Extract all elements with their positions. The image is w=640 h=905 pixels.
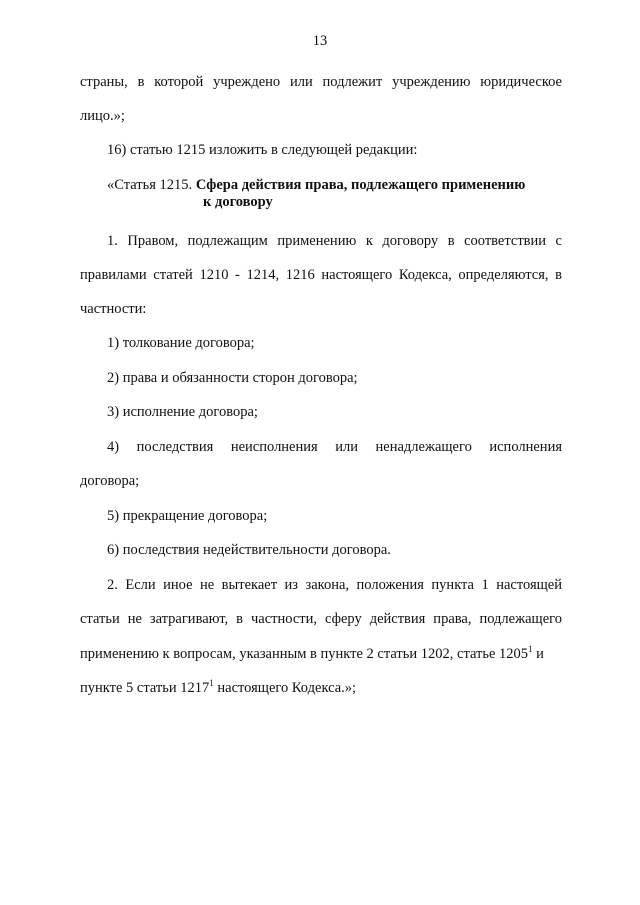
article-heading <box>107 176 525 194</box>
paragraph-line <box>80 679 356 697</box>
amendment-instruction: 16) статью 1215 изложить в следующей редакции: <box>107 142 418 158</box>
superscript: 1 <box>528 644 533 654</box>
paragraph-line: 2. Если иное не вытекает из закона, положения пункта 1 настоящей <box>107 577 562 593</box>
superscript: 1 <box>209 678 214 688</box>
list-item: 2) права и обязанности сторон договора; <box>107 370 358 386</box>
text-fragment: пункте 5 статьи 1217 <box>80 680 210 696</box>
list-item: 6) последствия недействительности договора. <box>107 542 391 558</box>
paragraph-line: статьи не затрагивают, в частности, сферу действия права, подлежащего <box>80 611 562 627</box>
page-number: 13 <box>312 33 328 49</box>
article-number: «Статья 1215. <box>107 177 193 193</box>
list-item: 1) толкование договора; <box>107 335 255 351</box>
text-fragment: и <box>532 646 544 662</box>
text-line: страны, в которой учреждено или подлежит учреждению юридическое <box>80 74 562 90</box>
paragraph-line: 1. Правом, подлежащим применению к договору в соответствии с <box>107 233 562 249</box>
list-item: 5) прекращение договора; <box>107 508 268 524</box>
text-fragment: применению к вопросам, указанным в пункте 2 статьи 1202, статье 1205 <box>80 646 529 662</box>
paragraph-line: правилами статей 1210 - 1214, 1216 настоящего Кодекса, определяются, в <box>80 267 562 283</box>
paragraph-line: частности: <box>80 301 147 317</box>
list-item: 4) последствия неисполнения или ненадлежащего исполнения <box>107 439 562 455</box>
list-item-continuation: договора; <box>80 473 140 489</box>
paragraph-line <box>80 645 562 663</box>
text-fragment: настоящего Кодекса.»; <box>213 680 357 696</box>
article-title: Сфера действия права, подлежащего применению <box>195 177 526 193</box>
article-title-continuation: к договору <box>203 194 273 210</box>
list-item: 3) исполнение договора; <box>107 404 258 420</box>
text-line: лицо.»; <box>80 108 125 124</box>
